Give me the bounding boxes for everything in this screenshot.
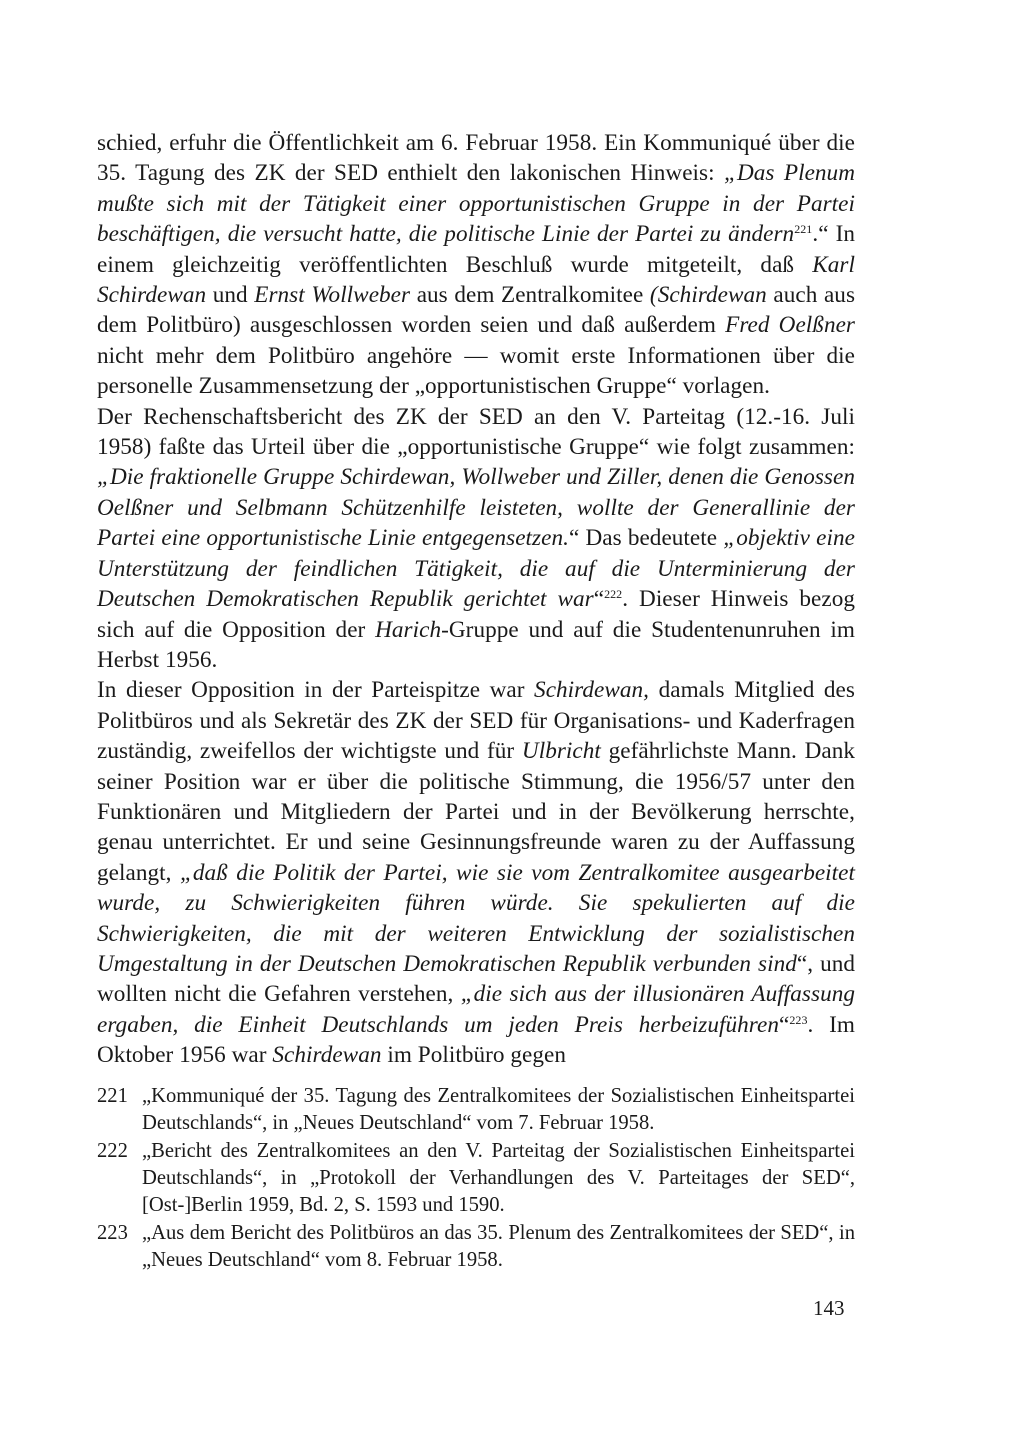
footnote-text: „Bericht des Zentralkomitees an den V. Parteitag der Sozialistischen Einheitspartei Deutschlands“, in „Protokoll der Verhandlungen des V. Parteitages der SED“, [Ost-]Berlin 1959, Bd. 2, S. 1593 und 1590.	[142, 1139, 855, 1216]
person-name: Ulbricht	[521, 738, 601, 765]
text-segment: -Gruppe und auf die Studentenunruhen im Herbst 1956.	[97, 616, 855, 673]
person-name: Schirdewan,	[534, 677, 650, 704]
footnote	[97, 1220, 855, 1274]
text-segment: schied, erfuhr die Öffentlichkeit am 6. Februar 1958. Ein Kommuniqué über die 35. Tagung des ZK der SED enthielt den lakonischen Hinweis:	[97, 130, 855, 187]
text-segment: und	[206, 282, 255, 309]
footnote-text: „Kommuniqué der 35. Tagung des Zentralkomitees der Sozialistischen Einheitspartei Deutschlands“, in „Neues Deutschland“ vom 7. Februar 1958.	[142, 1084, 855, 1134]
paragraph	[97, 128, 855, 402]
text-segment: auch aus dem Politbüro) ausgeschlossen worden seien und daß außerdem	[97, 282, 856, 339]
footnotes	[97, 1083, 855, 1274]
text-segment: “	[593, 586, 605, 613]
page-number: 143	[813, 1296, 845, 1320]
text-segment: In dieser Opposition in der Parteispitze war	[97, 677, 535, 704]
text-segment: gefährlichste Mann. Dank seiner Position war er über die politische Stimmung, die 1956/57 unter den Funktionären und Mitgliedern der Partei und in der Bevölkerung herrschte, genau unterrichtet. Er und seine Gesinnungsfreunde waren zu der Auffassung gelangt,	[97, 738, 856, 886]
footnote-text: „Aus dem Bericht des Politbüros an das 35. Plenum des Zentralkomitees der SED“, in „Neues Deutschland“ vom 8. Februar 1958.	[142, 1221, 855, 1271]
text-segment: . Im Oktober 1956 war	[97, 1011, 856, 1069]
body-text	[97, 128, 855, 1071]
paragraph	[97, 402, 855, 676]
person-name: (Schirdewan	[649, 282, 767, 309]
paragraph	[97, 675, 855, 1070]
text-segment: damals Mitglied des Politbüros und als Sekretär des ZK der SED für Organisations- und Kaderfragen zuständig, zweifellos der wichtigste und für	[97, 677, 855, 765]
quote-segment: „daß die Politik der Partei, wie sie vom Zentralkomitee ausgearbeitet wurde, zu Schwierigkeiten führen würde. Sie spekulierten auf die Schwierigkeiten, die mit der weiteren Entwicklung der sozialistischen Umgestaltung in der Deutschen Demokratischen Republik verbunden sind	[97, 859, 855, 977]
person-name: Schirdewan	[272, 1042, 382, 1069]
person-name: Harich	[375, 616, 442, 643]
person-name: Karl Schirdewan	[97, 251, 855, 309]
quote-segment: „Das Plenum mußte sich mit der Tätigkeit einer opportunistischen Gruppe in der Partei beschäftigen, die versucht hatte, die politische Linie der Partei zu ändern	[97, 160, 855, 248]
footnote-ref-223: 223	[789, 1012, 808, 1027]
quote-segment: „objektiv eine Unterstützung der feindlichen Tätigkeit, die auf die Unterminierung der Deutschen Demokratischen Republik gerichtet war	[97, 525, 855, 613]
quote-segment: „Die fraktionelle Gruppe Schirdewan, Wollweber und Ziller, denen die Genossen Oelßner und Selbmann Schützenhilfe leisteten, wollte der Generallinie der Partei eine opportunistische Linie entgegensetzen.	[97, 464, 855, 552]
text-segment: aus dem Zentralkomitee	[410, 282, 650, 309]
footnote	[97, 1138, 855, 1219]
footnote-number: 221	[97, 1084, 128, 1107]
text-segment: im Politbüro gegen	[381, 1042, 566, 1069]
quote-segment: „die sich aus der illusionären Auffassung ergaben, die Einheit Deutschlands um jeden Preis herbeizuführen	[97, 981, 855, 1038]
text-segment: “, und wollten nicht die Gefahren verstehen,	[97, 950, 855, 1008]
footnote-number: 223	[97, 1221, 128, 1244]
text-segment: Der Rechenschaftsbericht des ZK der SED an den V. Parteitag (12.-16. Juli 1958) faßte das Urteil über die „opportunistische Gruppe“ wie folgt zusammen:	[97, 403, 855, 461]
book-page	[97, 128, 855, 1275]
text-segment: .“ In einem gleichzeitig veröffentlichten Beschluß wurde mitgeteilt, daß	[97, 221, 856, 278]
text-segment: nicht mehr dem Politbüro angehöre — womit erste Informationen über die personelle Zusammensetzung der „opportunistischen Gruppe“ vorlagen.	[97, 342, 855, 400]
footnote	[97, 1083, 855, 1137]
text-segment: “	[779, 1011, 790, 1038]
person-name: Ernst Wollweber	[254, 282, 411, 309]
footnote-number: 222	[97, 1139, 128, 1162]
text-segment: . Dieser Hinweis bezog sich auf die Opposition der	[97, 586, 855, 643]
text-segment: “ Das bedeutete	[568, 525, 724, 552]
footnote-ref-221: 221	[794, 222, 813, 237]
person-name: Fred Oelßner	[725, 312, 855, 339]
footnote-ref-222: 222	[604, 587, 623, 602]
